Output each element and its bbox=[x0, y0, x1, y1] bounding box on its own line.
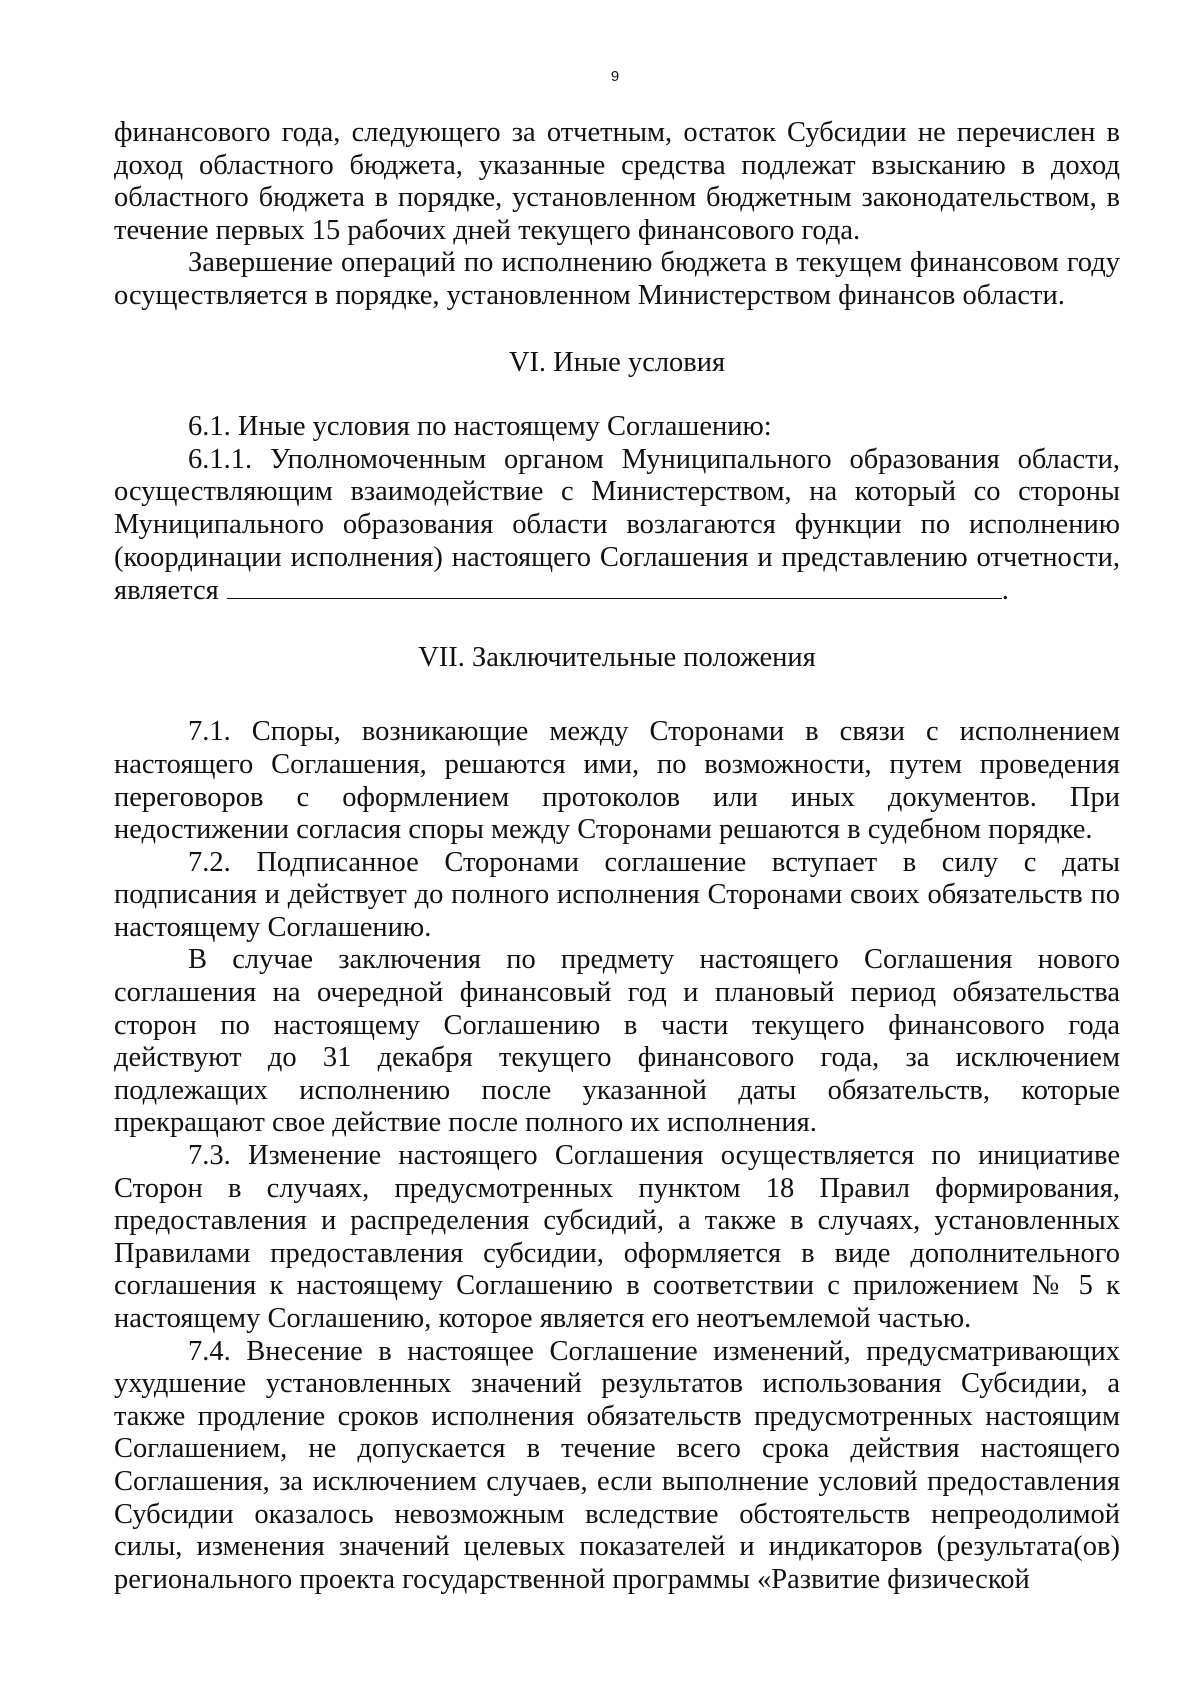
paragraph-6-1-1-period: . bbox=[1001, 575, 1009, 607]
authority-blank-field bbox=[227, 574, 1002, 599]
paragraph-intro: финансового года, следующего за отчетным, остаток Субсидии не перечислен в доход областного бюджета, указанные средства подлежат взысканию в доход областного бюджета в порядке, установленном бюджетным законодательством, в течение первых 15 рабочих дней текущего финансового года. bbox=[114, 117, 1120, 246]
paragraph-7-4: 7.4. Внесение в настоящее Соглашение изменений, предусматривающих ухудшение установленных значений результатов использования Субсидии, а также продление сроков исполнения обязательств предусмотренных настоящим Соглашением, не допускается в течение всего срока действия настоящего Соглашения, за исключением случаев, если выполнение условий предоставления Субсидии оказалось невозможным вследствие обстоятельств непреодолимой силы, изменения значений целевых показателей и индикаторов (результата(ов) регионального проекта государственной программы «Развитие физической bbox=[114, 1335, 1120, 1595]
paragraph-6-1-1 bbox=[114, 444, 1120, 608]
paragraph-7-1: 7.1. Споры, возникающие между Сторонами в связи с исполнением настоящего Соглашения, решаются ими, по возможности, путем проведения переговоров с оформлением протоколов или иных документов. При недостижении согласия споры между Сторонами решаются в судебном порядке. bbox=[114, 716, 1120, 846]
section-vi-heading: VI. Иные условия bbox=[508, 346, 726, 378]
paragraph-7-3: 7.3. Изменение настоящего Соглашения осуществляется по инициативе Сторон в случаях, предусмотренных пунктом 18 Правил формирования, предоставления и распределения субсидий, а также в случаях, установленных Правилами предоставления субсидии, оформляется в виде дополнительного соглашения к настоящему Соглашению в соответствии с приложением № 5 к настоящему Соглашению, которое является его неотъемлемой частью. bbox=[114, 1140, 1120, 1334]
paragraph-6-1: 6.1. Иные условия по настоящему Соглашению: bbox=[188, 411, 772, 443]
document-body bbox=[114, 117, 1120, 1596]
paragraph-6-1-1-text: 6.1.1. Уполномоченным органом Муниципального образования области, осуществляющим взаимодействие с Министерством, на который со стороны Муниципального образования области возлагаются функции по исполнению (координации исполнения) настоящего Соглашения и представлению отчетности, является bbox=[114, 443, 1120, 607]
paragraph-7-2: 7.2. Подписанное Сторонами соглашение вступает в силу с даты подписания и действует до полного исполнения Сторонами своих обязательств по настоящему Соглашению. bbox=[114, 846, 1120, 943]
section-vii-heading: VII. Заключительные положения bbox=[418, 641, 816, 673]
paragraph-7-2-continuation: В случае заключения по предмету настоящего Соглашения нового соглашения на очередной финансовый год и плановый период обязательства сторон по настоящему Соглашению в части текущего финансового года действуют до 31 декабря текущего финансового года, за исключением подлежащих исполнению после указанной даты обязательств, которые прекращают свое действие после полного их исполнения. bbox=[114, 944, 1120, 1139]
page-number: 9 bbox=[610, 68, 620, 85]
paragraph-completion: Завершение операций по исполнению бюджета в текущем финансовом году осуществляется в порядке, установленном Министерством финансов области. bbox=[114, 247, 1120, 311]
